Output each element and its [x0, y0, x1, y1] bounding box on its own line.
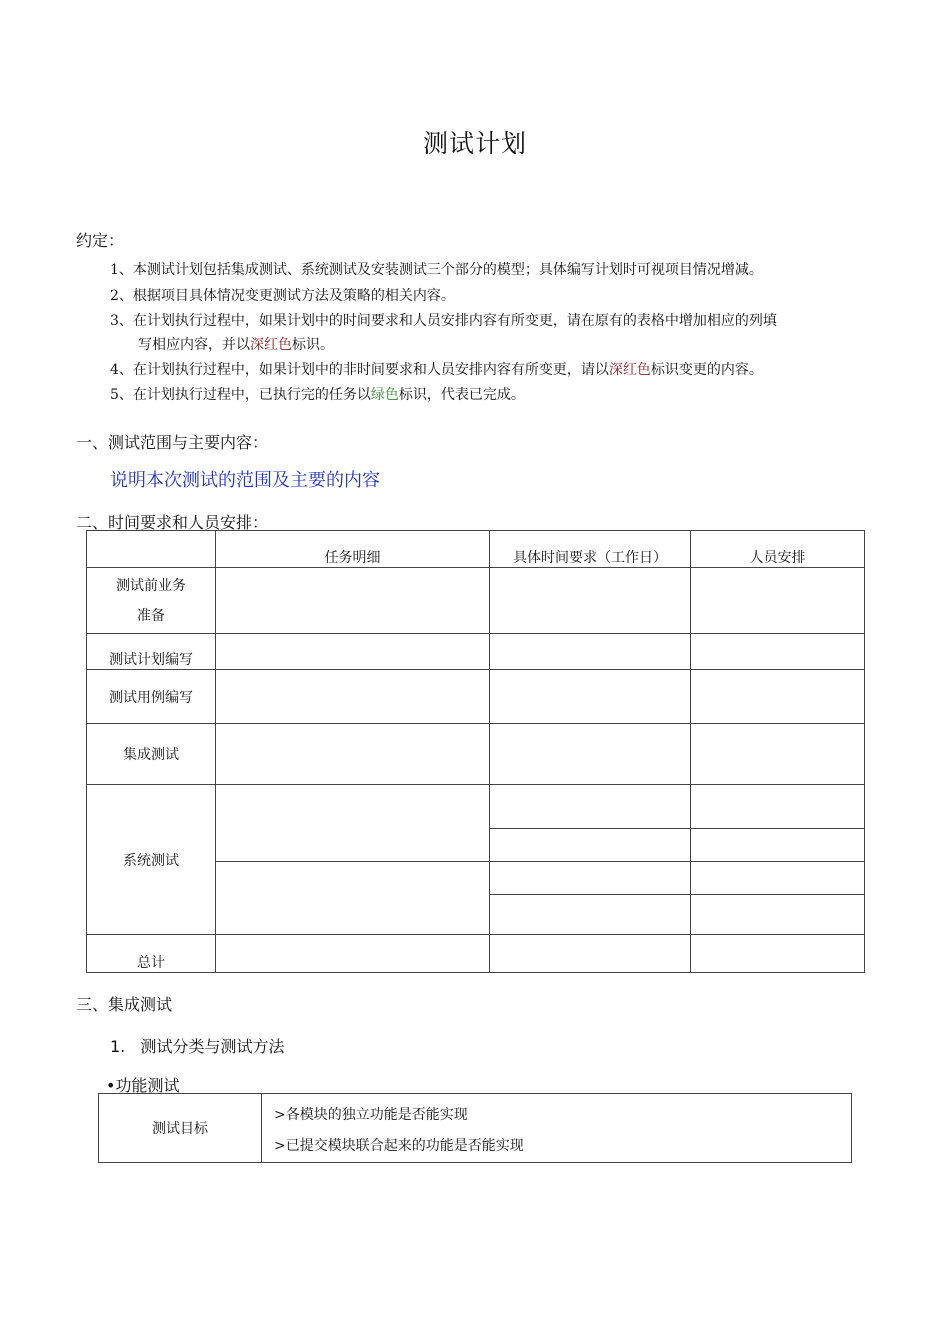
row-label-system-test: 系统测试 — [87, 785, 216, 935]
conventions-heading: 约定： — [76, 231, 125, 250]
table-cell — [490, 634, 691, 670]
item-text: 在计划执行过程中，如果计划中的时间要求和人员安排内容有所变更，请在原有的表格中增加相应的列填 — [132, 313, 777, 329]
item-text: 标识变更的内容。 — [650, 362, 763, 378]
item-number: 1、 — [110, 262, 133, 278]
table-cell — [490, 724, 691, 785]
table-cell — [216, 634, 490, 670]
section-1-note: 说明本次测试的范围及主要的内容 — [110, 470, 380, 491]
table-cell — [490, 935, 691, 973]
section-3-subheading: 1. 测试分类与测试方法 — [110, 1037, 285, 1056]
section-3-heading: 三、集成测试 — [76, 995, 173, 1014]
table-cell — [691, 724, 865, 785]
functional-test-bullet: •功能测试 — [106, 1076, 180, 1095]
table-row — [87, 724, 865, 785]
table-cell — [490, 829, 691, 862]
item-text: 根据项目具体情况变更测试方法及策略的相关内容。 — [132, 288, 455, 304]
green-highlight: 绿色 — [370, 387, 399, 403]
row-label-integration-test: 集成测试 — [87, 724, 216, 785]
row-label-line: 测试前业务 — [116, 577, 186, 594]
table-row — [87, 785, 865, 829]
table-cell — [691, 670, 865, 724]
dark-red-highlight: 深红色 — [608, 362, 651, 378]
goal-label: 测试目标 — [99, 1094, 262, 1163]
item-number: 2、 — [110, 288, 133, 304]
table-cell — [691, 634, 865, 670]
table-row — [87, 670, 865, 724]
item-number: 5、 — [110, 387, 133, 403]
goal-item: >已提交模块联合起来的功能是否能实现 — [274, 1138, 524, 1154]
table-cell — [691, 935, 865, 973]
goal-list — [262, 1094, 852, 1163]
convention-item-4 — [110, 358, 763, 382]
row-label-line: 准备 — [137, 607, 165, 624]
row-label-case-writing: 测试用例编写 — [87, 670, 216, 724]
section-1-heading: 一、测试范围与主要内容： — [76, 433, 269, 452]
table-cell — [490, 568, 691, 634]
row-label-plan-writing: 测试计划编写 — [87, 634, 216, 670]
header-task-detail: 任务明细 — [216, 531, 490, 568]
header-time-requirement: 具体时间要求（工作日） — [490, 531, 691, 568]
dark-red-highlight: 深红色 — [250, 337, 292, 353]
item-text: 本测试计划包括集成测试、系统测试及安装测试三个部分的模型；具体编写计划时可视项目情况增减。 — [132, 262, 763, 278]
convention-item-5 — [110, 383, 525, 407]
table-row — [87, 568, 865, 634]
table-cell — [490, 895, 691, 935]
item-text: 在计划执行过程中，如果计划中的非时间要求和人员安排内容有所变更，请以 — [132, 362, 609, 378]
row-label-total: 总计 — [87, 935, 216, 973]
header-cell-blank — [87, 531, 216, 568]
item-text: 标识。 — [292, 337, 334, 353]
schedule-table — [86, 530, 865, 973]
item-text: 写相应内容，并以 — [138, 337, 250, 353]
test-goal-table — [98, 1093, 852, 1163]
item-text: 标识，代表已完成。 — [398, 387, 525, 403]
table-cell — [490, 862, 691, 895]
table-cell — [490, 670, 691, 724]
table-row — [87, 935, 865, 973]
convention-item-3 — [110, 309, 777, 333]
goal-item: >各模块的独立功能是否能实现 — [274, 1107, 468, 1123]
convention-item-2 — [110, 284, 455, 308]
section-2-heading: 二、时间要求和人员安排： — [76, 513, 269, 532]
table-cell — [691, 862, 865, 895]
table-cell — [691, 829, 865, 862]
table-cell — [216, 935, 490, 973]
table-cell — [691, 785, 865, 829]
table-row — [87, 634, 865, 670]
item-number: 4、 — [110, 362, 133, 378]
document-title: 测试计划 — [422, 129, 527, 158]
convention-item-1 — [110, 258, 763, 282]
table-cell — [216, 862, 490, 935]
header-staffing: 人员安排 — [691, 531, 865, 568]
table-header-row — [87, 531, 865, 568]
item-number: 3、 — [110, 313, 133, 329]
table-cell — [490, 785, 691, 829]
table-cell — [691, 568, 865, 634]
row-label-business-prep — [87, 568, 216, 634]
table-cell — [216, 568, 490, 634]
table-cell — [216, 785, 490, 862]
table-cell — [216, 724, 490, 785]
item-text: 在计划执行过程中，已执行完的任务以 — [132, 387, 371, 403]
convention-item-3-continued — [138, 333, 334, 357]
table-cell — [216, 670, 490, 724]
table-cell — [691, 895, 865, 935]
